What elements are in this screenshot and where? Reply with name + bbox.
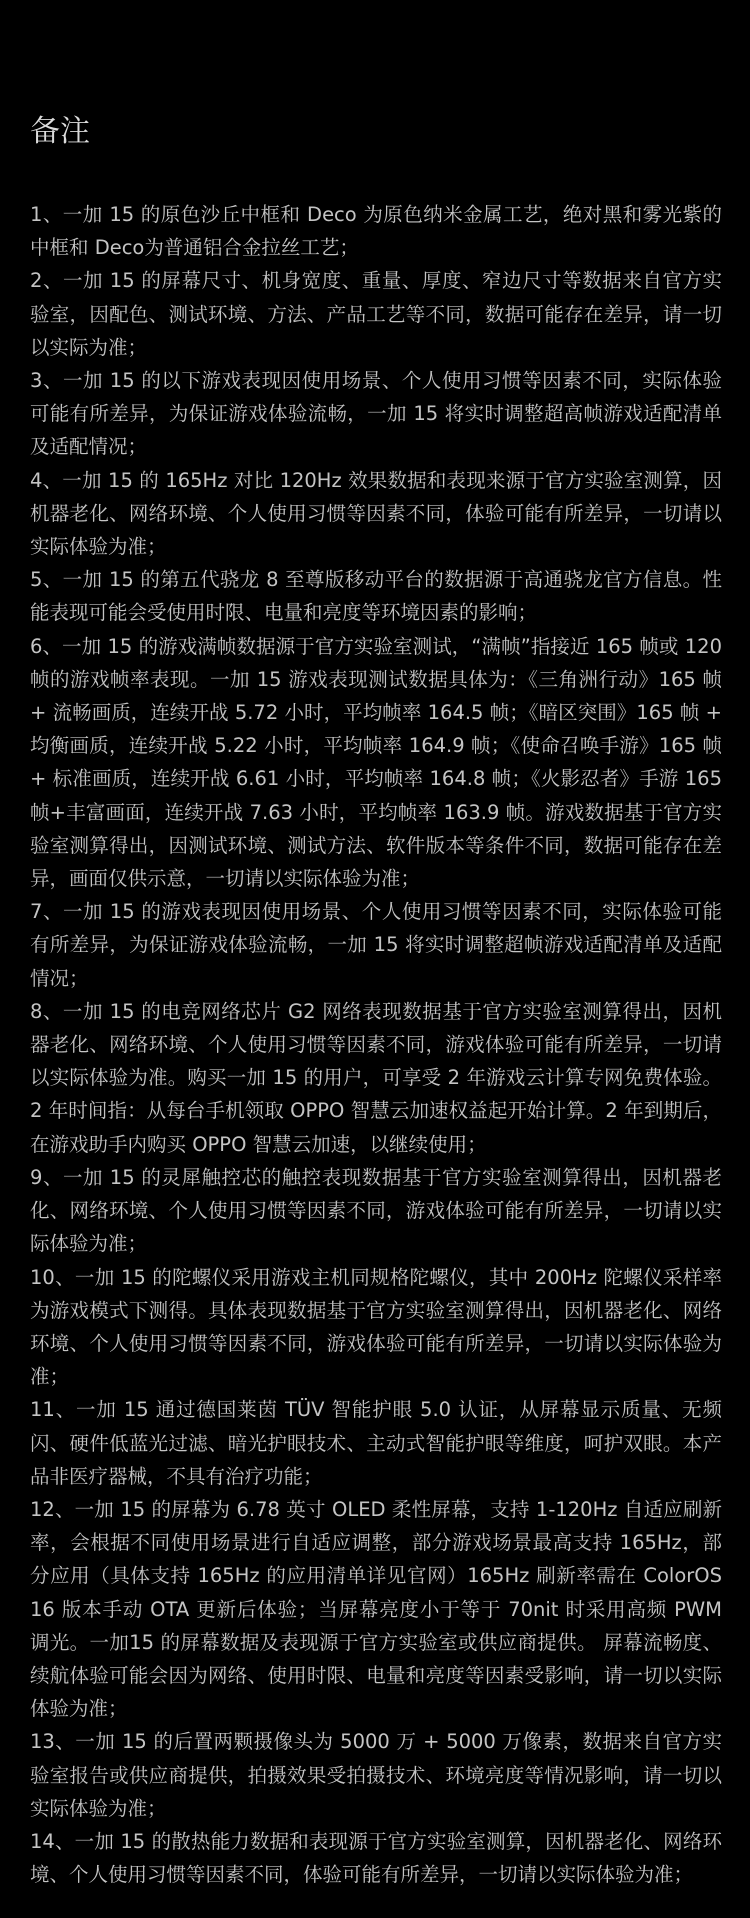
- note-item: 4、一加 15 的 165Hz 对比 120Hz 效果数据和表现来源于官方实验室测算，因机器老化、网络环境、个人使用习惯等因素不同，体验可能有所差异，一切请以实际体验为准；: [30, 468, 722, 559]
- note-item: 11、一加 15 通过德国莱茵 TÜV 智能护眼 5.0 认证，从屏幕显示质量、无频闪、硬件低蓝光过滤、暗光护眼技术、主动式智能护眼等维度，呵护双眼。本产品非医疗器械，不具有治疗功能；: [30, 1398, 722, 1488]
- note-item: 7、一加 15 的游戏表现因使用场景、个人使用习惯等因素不同，实际体验可能有所差异，为保证游戏体验流畅，一加 15 将实时调整超帧游戏适配清单及适配情况；: [30, 900, 722, 990]
- note-item: 13、一加 15 的后置两颗摄像头为 5000 万 + 5000 万像素，数据来自官方实验室报告或供应商提供，拍摄效果受拍摄技术、环境亮度等情况影响，请一切以实际体验为准；: [30, 1730, 722, 1820]
- note-item: 10、一加 15 的陀螺仪采用游戏主机同规格陀螺仪，其中 200Hz 陀螺仪采样率为游戏模式下测得。具体表现数据基于官方实验室测算得出，因机器老化、网络环境、个人使用习惯等因素不同，游戏体验可能有所差异，一切请以实际体验为准；: [30, 1265, 722, 1389]
- page-title: 备注: [30, 114, 90, 149]
- note-item: 5、一加 15 的第五代骁龙 8 至尊版移动平台的数据源于高通骁龙官方信息。性能表现可能会受使用时限、电量和亮度等环境因素的影响；: [30, 568, 722, 625]
- note-item: 6、一加 15 的游戏满帧数据源于官方实验室测试，“满帧”指接近 165 帧或 120 帧的游戏帧率表现。一加 15 游戏表现测试数据具体为：《三角洲行动》165 帧 + 流畅画质，连续开战 5.72 小时，平均帧率 164.5 帧；《暗区突围》165 帧 + 均衡画质，连续开战 5.22 小时，平均帧率 164.9 帧；《使命召唤手游》165 帧 + 标准画质，连续开战 6.61 小时，平均帧率 164.8 帧；《火影忍者》手游 165 帧+丰富画面，连续开战 7.63 小时，平均帧率 163.9 帧。游戏数据基于官方实验室测算得出，因测试环境、测试方法、软件版本等条件不同，数据可能存在差异，画面仅供示意，一切请以实际体验为准；: [30, 634, 722, 891]
- notes-list: [30, 198, 722, 1891]
- note-item: 9、一加 15 的灵犀触控芯的触控表现数据基于官方实验室测算得出，因机器老化、网络环境、个人使用习惯等因素不同，游戏体验可能有所差异，一切请以实际体验为准；: [30, 1165, 722, 1256]
- note-item: 2、一加 15 的屏幕尺寸、机身宽度、重量、厚度、窄边尺寸等数据来自官方实验室，因配色、测试环境、方法、产品工艺等不同，数据可能存在差异，请一切以实际为准；: [30, 269, 722, 359]
- note-item: 12、一加 15 的屏幕为 6.78 英寸 OLED 柔性屏幕，支持 1-120Hz 自适应刷新率，会根据不同使用场景进行自适应调整，部分游戏场景最高支持 165Hz，部分应用（具体支持 165Hz 的应用清单详见官网）165Hz 刷新率需在 ColorOS 16 版本手动 OTA 更新后体验；当屏幕亮度小于等于 70nit 时采用高频 PWM 调光。一加15 的屏幕数据及表现源于官方实验室或供应商提供。 屏幕流畅度、续航体验可能会因为网络、使用时限、电量和亮度等因素受影响，请一切以实际体验为准；: [30, 1497, 722, 1721]
- note-item: 14、一加 15 的散热能力数据和表现源于官方实验室测算，因机器老化、网络环境、个人使用习惯等因素不同，体验可能有所差异，一切请以实际体验为准；: [30, 1829, 722, 1887]
- note-item: 8、一加 15 的电竞网络芯片 G2 网络表现数据基于官方实验室测算得出，因机器老化、网络环境、个人使用习惯等因素不同，游戏体验可能有所差异，一切请以实际体验为准。购买一加 15 的用户，可享受 2 年游戏云计算专网免费体验。2 年时间指：从每台手机领取 OPPO 智慧云加速权益起开始计算。2 年到期后，在游戏助手内购买 OPPO 智慧云加速，以继续使用；: [30, 999, 722, 1156]
- note-item: 3、一加 15 的以下游戏表现因使用场景、个人使用习惯等因素不同，实际体验可能有所差异，为保证游戏体验流畅，一加 15 将实时调整超高帧游戏适配清单及适配情况；: [30, 369, 722, 459]
- note-item: 1、一加 15 的原色沙丘中框和 Deco 为原色纳米金属工艺，绝对黑和雾光紫的中框和 Deco为普通铝合金拉丝工艺；: [30, 203, 722, 260]
